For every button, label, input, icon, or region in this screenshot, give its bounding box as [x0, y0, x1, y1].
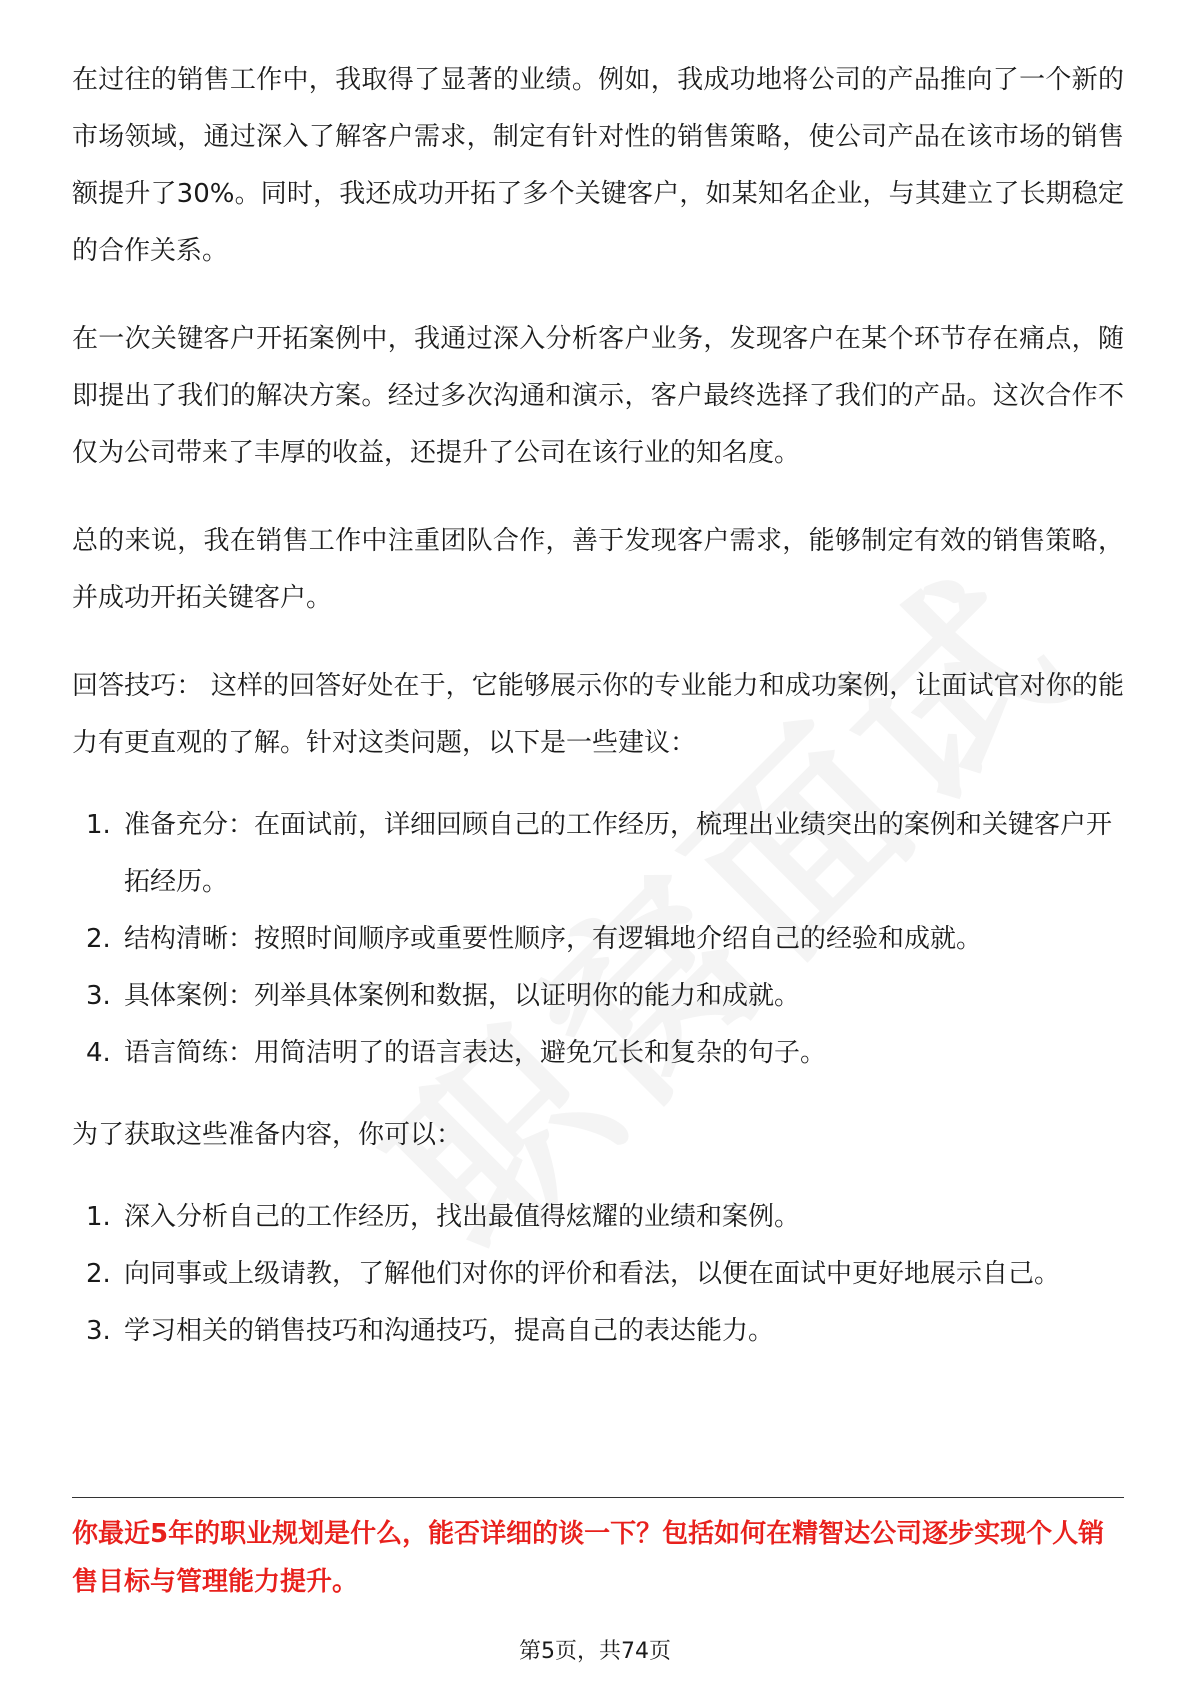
tips-list: [72, 797, 1124, 1082]
paragraph-case-study: 在一次关键客户开拓案例中，我通过深入分析客户业务，发现客户在某个环节存在痛点，随即提出了我们的解决方案。经过多次沟通和演示，客户最终选择了我们的产品。这次合作不仅为公司带来了丰厚的收益，还提升了公司在该行业的知名度。: [72, 324, 1124, 468]
next-question-heading: 你最近5年的职业规划是什么，能否详细的谈一下？包括如何在精智达公司逐步实现个人销售目标与管理能力提升。: [72, 1519, 1105, 1597]
prep-list: [72, 1189, 1124, 1360]
paragraph-achievements: 在过往的销售工作中，我取得了显著的业绩。例如，我成功地将公司的产品推向了一个新的市场领域，通过深入了解客户需求，制定有针对性的销售策略，使公司产品在该市场的销售额提升了30%。同时，我还成功开拓了多个关键客户，如某知名企业，与其建立了长期稳定的合作关系。: [72, 65, 1124, 266]
section-divider: [72, 1497, 1124, 1498]
list-item: 1. 准备充分：在面试前，详细回顾自己的工作经历，梳理出业绩突出的案例和关键客户开拓经历。: [86, 810, 1113, 897]
list-item: 2. 结构清晰：按照时间顺序或重要性顺序，有逻辑地介绍自己的经验和成就。: [86, 924, 983, 954]
list-item: 1. 深入分析自己的工作经历，找出最值得炫耀的业绩和案例。: [86, 1202, 801, 1232]
paragraph-summary: 总的来说，我在销售工作中注重团队合作，善于发现客户需求，能够制定有效的销售策略，并成功开拓关键客户。: [72, 526, 1124, 613]
list-item: 4. 语言简练：用简洁明了的语言表达，避免冗长和复杂的句子。: [86, 1038, 827, 1068]
list-item: 3. 具体案例：列举具体案例和数据，以证明你的能力和成就。: [86, 981, 801, 1011]
paragraph-prep-intro: 为了获取这些准备内容，你可以：: [72, 1120, 463, 1150]
document-body: [72, 52, 1124, 1360]
paragraph-answer-tips: 回答技巧： 这样的回答好处在于，它能够展示你的专业能力和成功案例，让面试官对你的能力有更直观的了解。针对这类问题，以下是一些建议：: [72, 671, 1124, 758]
page-number: 第5页，共74页: [519, 1639, 671, 1664]
list-item: 3. 学习相关的销售技巧和沟通技巧，提高自己的表达能力。: [86, 1316, 775, 1346]
list-item: 2. 向同事或上级请教，了解他们对你的评价和看法，以便在面试中更好地展示自己。: [86, 1259, 1061, 1289]
